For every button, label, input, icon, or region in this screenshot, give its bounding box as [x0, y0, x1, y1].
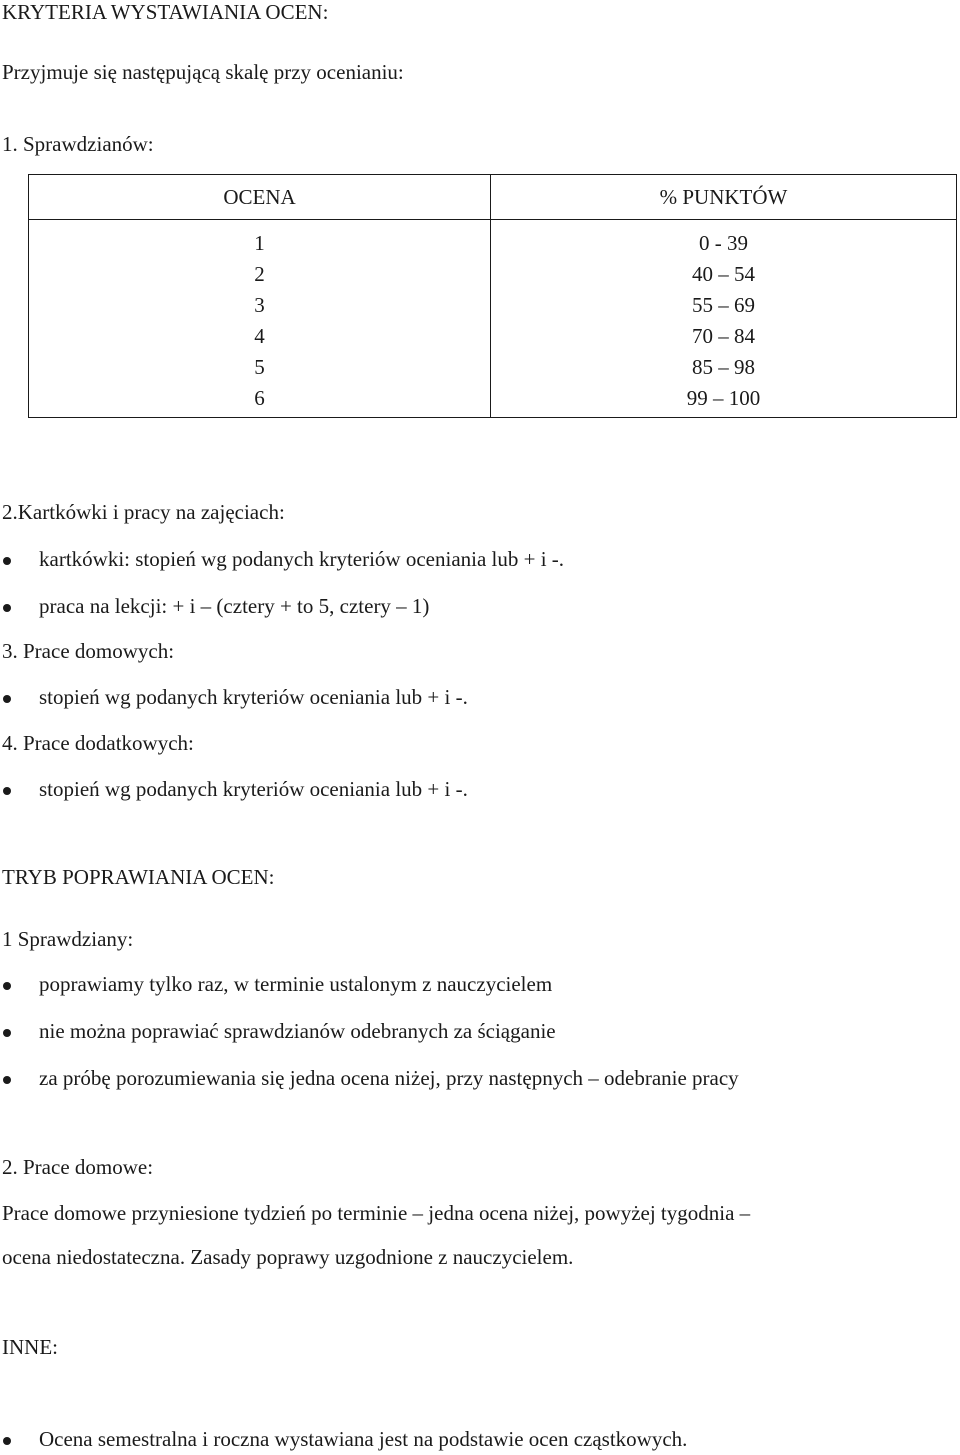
bullet-icon: [3, 1029, 11, 1037]
document-title: KRYTERIA WYSTAWIANIA OCEN:: [2, 0, 329, 24]
table-row: [29, 220, 957, 418]
tryb-sub1-heading: 1 Sprawdziany:: [2, 927, 134, 951]
section2-heading: 2.Kartkówki i pracy na zajęciach:: [2, 500, 285, 524]
bullet-icon: [3, 982, 11, 990]
range-value: 85 – 98: [692, 355, 755, 379]
bullet-icon: [3, 1437, 11, 1445]
list-item-text: Ocena semestralna i roczna wystawiana jest na podstawie ocen cząstkowych.: [39, 1427, 688, 1451]
section1-heading: 1. Sprawdzianów:: [2, 132, 154, 156]
range-value: 40 – 54: [692, 262, 755, 286]
list-item-text: nie można poprawiać sprawdzianów odebranych za ściąganie: [39, 1019, 556, 1043]
intro-text: Przyjmuje się następującą skalę przy ocenianiu:: [2, 60, 404, 84]
bullet-icon: [3, 787, 11, 795]
grades-column: [29, 220, 491, 418]
ranges-column: [491, 220, 957, 418]
list-item-text: stopień wg podanych kryteriów oceniania lub + i -.: [39, 777, 468, 801]
inne-heading: INNE:: [2, 1335, 58, 1359]
list-item-text: kartkówki: stopień wg podanych kryteriów oceniania lub + i -.: [39, 547, 565, 571]
grade-value: 1: [254, 231, 265, 255]
grade-value: 2: [254, 262, 265, 286]
list-item-text: stopień wg podanych kryteriów oceniania lub + i -.: [39, 685, 468, 709]
grade-value: 3: [254, 293, 265, 317]
bullet-icon: [3, 695, 11, 703]
table-header-punkty: % PUNKTÓW: [491, 175, 957, 220]
tryb-sub2-line2: ocena niedostateczna. Zasady poprawy uzgodnione z nauczycielem.: [2, 1245, 574, 1269]
list-item-text: poprawiamy tylko raz, w terminie ustalonym z nauczycielem: [39, 972, 553, 996]
list-item-text: praca na lekcji: + i – (cztery + to 5, cztery – 1): [39, 594, 430, 618]
table-header-ocena: OCENA: [29, 175, 491, 220]
tryb-sub2-line1: Prace domowe przyniesione tydzień po terminie – jedna ocena niżej, powyżej tygodnia –: [2, 1201, 751, 1225]
grade-value: 6: [254, 386, 265, 410]
bullet-icon: [3, 1076, 11, 1084]
tryb-sub2-heading: 2. Prace domowe:: [2, 1155, 154, 1179]
grades-table: [28, 174, 957, 418]
grade-value: 4: [254, 324, 265, 348]
range-value: 55 – 69: [692, 293, 755, 317]
table-header-row: [29, 175, 957, 220]
tryb-heading: TRYB POPRAWIANIA OCEN:: [2, 865, 275, 889]
range-value: 99 – 100: [686, 386, 761, 410]
section3-heading: 3. Prace domowych:: [2, 639, 175, 663]
list-item-text: za próbę porozumiewania się jedna ocena niżej, przy następnych – odebranie pracy: [39, 1066, 739, 1090]
range-value: 70 – 84: [692, 324, 755, 348]
grade-value: 5: [254, 355, 265, 379]
section4-heading: 4. Prace dodatkowych:: [2, 731, 194, 755]
bullet-icon: [3, 604, 11, 612]
range-value: 0 - 39: [699, 231, 748, 255]
bullet-icon: [3, 557, 11, 565]
